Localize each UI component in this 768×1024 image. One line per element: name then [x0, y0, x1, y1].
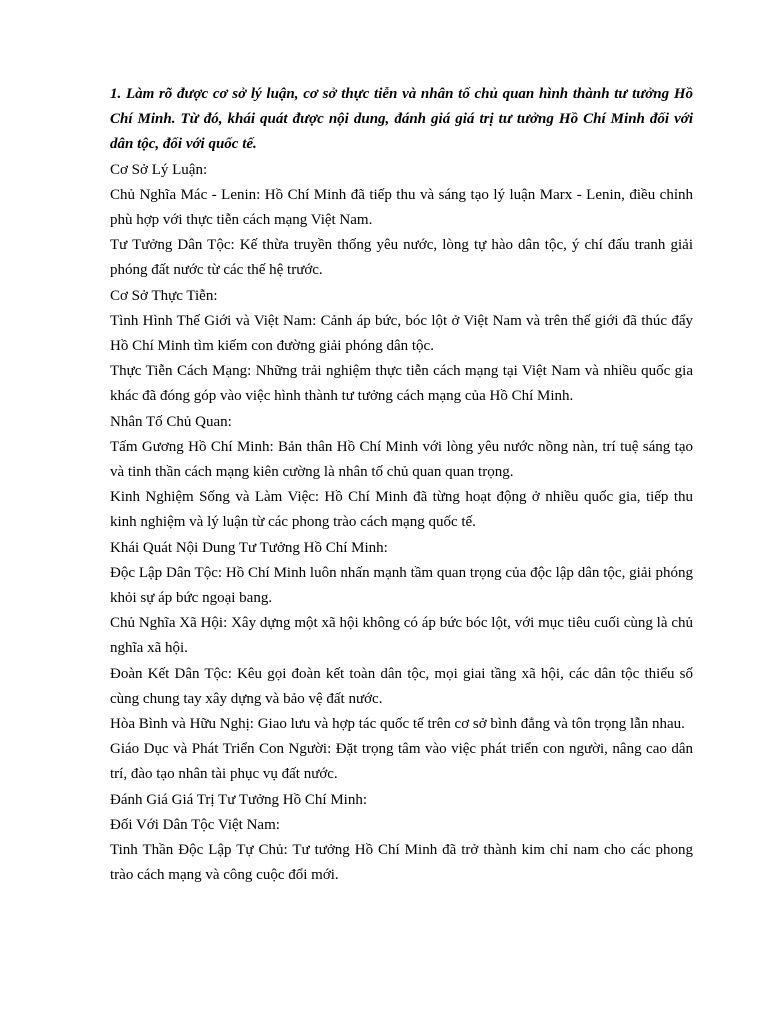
- section-heading: Cơ Sở Thực Tiễn:: [110, 287, 218, 304]
- paragraph: Kinh Nghiệm Sống và Làm Việc: Hồ Chí Minh đã từng hoạt động ở nhiều quốc gia, tiếp thu kinh nghiệm và lý luận từ các phong trào cách mạng quốc tế.: [110, 489, 693, 531]
- paragraph: Chủ Nghĩa Mác - Lenin: Hồ Chí Minh đã tiếp thu và sáng tạo lý luận Marx - Lenin, điều chỉnh phù hợp với thực tiễn cách mạng Việt Nam.: [110, 186, 693, 229]
- paragraph: Hòa Bình và Hữu Nghị: Giao lưu và hợp tác quốc tế trên cơ sở bình đẳng và tôn trọng lẫn nhau.: [110, 716, 685, 733]
- paragraph: Tình Hình Thế Giới và Việt Nam: Cảnh áp bức, bóc lột ở Việt Nam và trên thế giới đã thúc đẩy Hồ Chí Minh tìm kiếm con đường giải phóng dân tộc.: [110, 312, 693, 355]
- document-body: [110, 158, 693, 889]
- paragraph: Đoàn Kết Dân Tộc: Kêu gọi đoàn kết toàn dân tộc, mọi giai tầng xã hội, các dân tộc thiểu số cùng chung tay xây dựng và bảo vệ đất nước.: [110, 665, 693, 707]
- section-heading: Cơ Sở Lý Luận:: [110, 161, 208, 178]
- paragraph: Thực Tiễn Cách Mạng: Những trải nghiệm thực tiễn cách mạng tại Việt Nam và nhiều quốc gia khác đã đóng góp vào việc hình thành tư tưởng cách mạng của Hồ Chí Minh.: [110, 363, 693, 405]
- section-heading: Đánh Giá Giá Trị Tư Tưởng Hồ Chí Minh:: [110, 791, 367, 808]
- document-page: [110, 82, 693, 889]
- section-heading: Nhân Tố Chủ Quan:: [110, 413, 232, 430]
- paragraph: Tinh Thần Độc Lập Tự Chủ: Tư tưởng Hồ Chí Minh đã trở thành kim chỉ nam cho các phong trào cách mạng và công cuộc đổi mới.: [110, 842, 693, 884]
- paragraph: Giáo Dục và Phát Triển Con Người: Đặt trọng tâm vào việc phát triển con người, nâng cao dân trí, đào tạo nhân tài phục vụ đất nước.: [110, 741, 693, 783]
- paragraph: Tư Tưởng Dân Tộc: Kế thừa truyền thống yêu nước, lòng tự hào dân tộc, ý chí đấu tranh giải phóng đất nước từ các thế hệ trước.: [110, 237, 693, 279]
- paragraph: Tấm Gương Hồ Chí Minh: Bản thân Hồ Chí Minh với lòng yêu nước nồng nàn, trí tuệ sáng tạo và tinh thần cách mạng kiên cường là nhân tố chủ quan quan trọng.: [110, 438, 693, 481]
- paragraph: Chủ Nghĩa Xã Hội: Xây dựng một xã hội không có áp bức bóc lột, với mục tiêu cuối cùng là chủ nghĩa xã hội.: [110, 615, 693, 657]
- section-heading: Khái Quát Nội Dung Tư Tưởng Hồ Chí Minh:: [110, 539, 388, 556]
- section-heading: Đối Với Dân Tộc Việt Nam:: [110, 816, 280, 833]
- question-heading: 1. Làm rõ được cơ sở lý luận, cơ sở thực tiễn và nhân tố chủ quan hình thành tư tưởng Hồ Chí Minh. Từ đó, khái quát được nội dung, đánh giá giá trị tư tưởng Hồ Chí Minh đối với dân tộc, đối với quốc tế.: [110, 86, 693, 153]
- paragraph: Độc Lập Dân Tộc: Hồ Chí Minh luôn nhấn mạnh tầm quan trọng của độc lập dân tộc, giải phóng khỏi sự áp bức ngoại bang.: [110, 564, 693, 607]
